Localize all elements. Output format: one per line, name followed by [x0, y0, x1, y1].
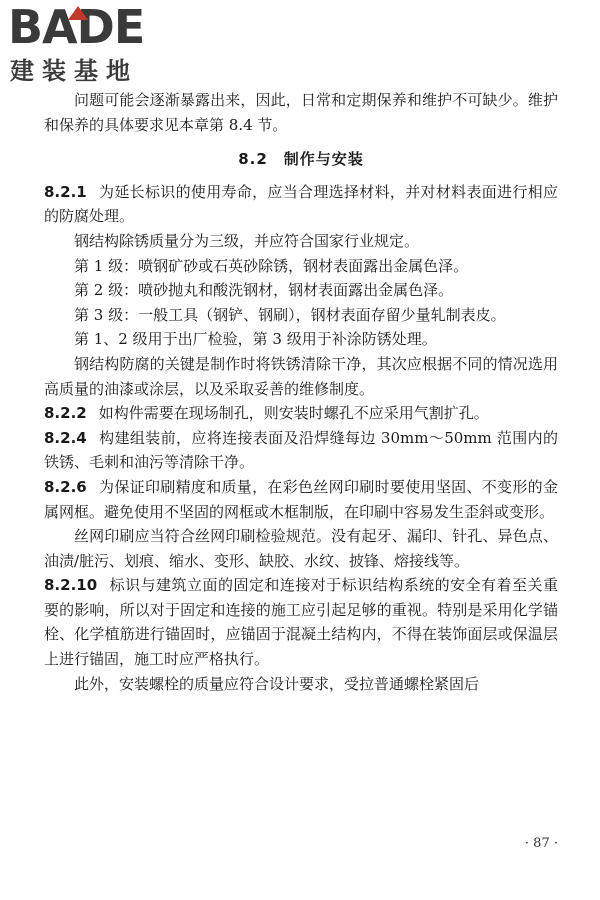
- clause-text: 为保证印刷精度和质量，在彩色丝网印刷时要使用坚固、不变形的金属网框。避免使用不坚固的网框或木框制版，在印刷中容易发生歪斜或变形。: [44, 477, 558, 521]
- page-number: · 87 ·: [524, 836, 558, 851]
- section-title: 8.2 制作与安装: [238, 150, 364, 169]
- clause-text: 为延长标识的使用寿命，应当合理选择材料，并对材料表面进行相应的防腐处理。: [44, 182, 558, 226]
- page-content: [44, 88, 558, 696]
- clause-8-2-6: [44, 475, 558, 524]
- paragraph: 此外，安装螺栓的质量应符合设计要求，受拉普通螺栓紧固后: [74, 674, 480, 693]
- clause-text: 如构件需要在现场制孔，则安装时螺孔不应采用气割扩孔。: [98, 404, 489, 423]
- clause-number: 8.2.4: [44, 428, 87, 447]
- paragraph: 第 1 级：喷钢矿砂或石英砂除锈，钢材表面露出金属色泽。: [74, 256, 469, 275]
- clause-8-2-1: [44, 180, 558, 229]
- logo-accent-icon: [68, 6, 88, 20]
- clause-number: 8.2.1: [44, 182, 87, 201]
- paragraph: 钢结构除锈质量分为三级，并应符合国家行业规定。: [74, 231, 420, 250]
- clause-8-2-10: [44, 573, 558, 671]
- logo-sub-text: 建装基地: [10, 57, 138, 85]
- paragraph: 第 3 级：一般工具（钢铲、钢刷），钢材表面存留少量轧制表皮。: [74, 305, 506, 324]
- paragraph: 钢结构防腐的关键是制作时将铁锈清除干净，其次应根据不同的情况选用高质量的油漆或涂层，以及采取妥善的维修制度。: [44, 354, 558, 398]
- clause-number: 8.2.6: [44, 477, 87, 496]
- clause-text: 标识与建筑立面的固定和连接对于标识结构系统的安全有着至关重要的影响，所以对于固定和连接的施工应引起足够的重视。特别是采用化学锚栓、化学植筋进行锚固时，应锚固于混凝土结构内，不得在装饰面层或保温层上进行锚固，施工时应严格执行。: [44, 576, 558, 669]
- clause-number: 8.2.10: [44, 576, 98, 595]
- clause-text: 构建组装前，应将连接表面及沿焊缝每边 30mm～50mm 范围内的铁锈、毛刺和油污等清除干净。: [44, 428, 558, 472]
- logo: [8, 0, 178, 86]
- paragraph: 丝网印刷应当符合丝网印刷检验规范。没有起牙、漏印、针孔、异色点、油渍/脏污、划痕、缩水、变形、缺胶、水纹、披锋、熔接线等。: [44, 527, 558, 570]
- logo-main-text: BADE: [8, 0, 145, 54]
- paragraph: 第 2 级：喷砂抛丸和酸洗钢材，钢材表面露出金属色泽。: [74, 281, 454, 300]
- paragraph: 第 1、2 级用于出厂检验，第 3 级用于补涂防锈处理。: [74, 330, 437, 349]
- clause-8-2-4: [44, 426, 558, 475]
- continuation-paragraph: 问题可能会逐渐暴露出来，因此，日常和定期保养和维护不可缺少。维护和保养的具体要求见本章第 8.4 节。: [44, 91, 558, 134]
- clause-8-2-2: [44, 401, 558, 426]
- clause-number: 8.2.2: [44, 404, 87, 423]
